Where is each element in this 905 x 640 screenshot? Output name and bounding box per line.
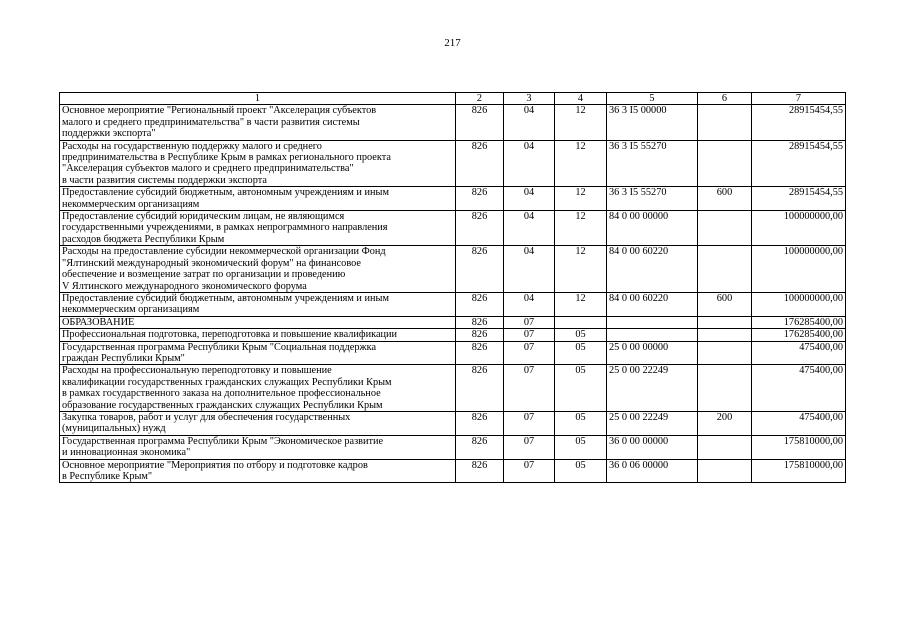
target-article-code: 36 3 I5 55270	[607, 187, 698, 211]
ministry-code: 826	[456, 246, 504, 293]
amount: 175810000,00	[752, 435, 846, 459]
subsection-code: 12	[555, 105, 607, 140]
row-description: Государственная программа Республики Крым "Социальная поддержка граждан Республики Крым"	[60, 341, 456, 365]
ministry-code: 826	[456, 140, 504, 187]
table-row	[60, 435, 846, 459]
table-row	[60, 329, 846, 341]
amount: 475400,00	[752, 411, 846, 435]
section-code: 04	[504, 140, 555, 187]
section-code: 07	[504, 341, 555, 365]
target-article-code: 84 0 00 60220	[607, 246, 698, 293]
subsection-code: 12	[555, 292, 607, 316]
amount: 100000000,00	[752, 292, 846, 316]
ministry-code: 826	[456, 316, 504, 328]
expense-type-code	[698, 246, 752, 293]
target-article-code: 36 3 I5 55270	[607, 140, 698, 187]
ministry-code: 826	[456, 187, 504, 211]
table-row	[60, 246, 846, 293]
subsection-code: 05	[555, 341, 607, 365]
subsection-code: 05	[555, 329, 607, 341]
table-row	[60, 211, 846, 246]
target-article-code: 25 0 00 00000	[607, 341, 698, 365]
amount: 28915454,55	[752, 187, 846, 211]
subsection-code: 12	[555, 246, 607, 293]
section-code: 07	[504, 435, 555, 459]
column-header-3: 3	[504, 93, 555, 105]
expense-type-code	[698, 211, 752, 246]
row-description: Расходы на государственную поддержку малого и среднего предпринимательства в Республике Крым в рамках регионального проекта "Акселерация субъектов малого и среднего предпринимательства" в части развития системы поддержки экспорта	[60, 140, 456, 187]
row-description: Профессиональная подготовка, переподготовка и повышение квалификации	[60, 329, 456, 341]
ministry-code: 826	[456, 211, 504, 246]
table-row	[60, 341, 846, 365]
expense-type-code	[698, 459, 752, 483]
target-article-code: 25 0 00 22249	[607, 365, 698, 412]
expense-type-code	[698, 316, 752, 328]
row-description: Основное мероприятие "Региональный проект "Акселерация субъектов малого и среднего предпринимательства" в части развития системы поддержки экспорта"	[60, 105, 456, 140]
expense-type-code: 200	[698, 411, 752, 435]
ministry-code: 826	[456, 459, 504, 483]
table-row	[60, 292, 846, 316]
row-description: Предоставление субсидий бюджетным, автономным учреждениям и иным некоммерческим организациям	[60, 292, 456, 316]
page-number: 217	[444, 37, 461, 49]
table-row	[60, 411, 846, 435]
subsection-code: 05	[555, 365, 607, 412]
table-row	[60, 459, 846, 483]
expense-type-code	[698, 365, 752, 412]
section-code: 07	[504, 329, 555, 341]
ministry-code: 826	[456, 292, 504, 316]
table-row	[60, 316, 846, 328]
amount: 175810000,00	[752, 459, 846, 483]
section-code: 04	[504, 211, 555, 246]
table-row	[60, 365, 846, 412]
section-code: 04	[504, 246, 555, 293]
column-header-1: 1	[60, 93, 456, 105]
target-article-code: 84 0 00 00000	[607, 211, 698, 246]
target-article-code	[607, 329, 698, 341]
amount: 475400,00	[752, 365, 846, 412]
row-description: Расходы на профессиональную переподготовку и повышение квалификации государственных гражданских служащих Республики Крым в рамках государственного заказа на дополнительное профессиональное образование государственных гражданских служащих Республики Крым	[60, 365, 456, 412]
expense-type-code: 600	[698, 292, 752, 316]
section-code: 07	[504, 365, 555, 412]
subsection-code: 12	[555, 211, 607, 246]
row-description: ОБРАЗОВАНИЕ	[60, 316, 456, 328]
expense-type-code	[698, 341, 752, 365]
table-row	[60, 105, 846, 140]
expense-type-code: 600	[698, 187, 752, 211]
column-header-4: 4	[555, 93, 607, 105]
column-header-7: 7	[752, 93, 846, 105]
amount: 28915454,55	[752, 140, 846, 187]
target-article-code: 84 0 00 60220	[607, 292, 698, 316]
ministry-code: 826	[456, 105, 504, 140]
expense-type-code	[698, 140, 752, 187]
section-code: 04	[504, 187, 555, 211]
section-code: 04	[504, 292, 555, 316]
table-row	[60, 187, 846, 211]
amount: 176285400,00	[752, 316, 846, 328]
header-row	[60, 93, 846, 105]
subsection-code: 12	[555, 187, 607, 211]
subsection-code	[555, 316, 607, 328]
subsection-code: 05	[555, 411, 607, 435]
ministry-code: 826	[456, 411, 504, 435]
section-code: 07	[504, 459, 555, 483]
target-article-code	[607, 316, 698, 328]
row-description: Предоставление субсидий юридическим лицам, не являющимся государственными учреждениями, в рамках непрограммного направления расходов бюджета Республики Крым	[60, 211, 456, 246]
expense-type-code	[698, 105, 752, 140]
amount: 475400,00	[752, 341, 846, 365]
section-code: 04	[504, 105, 555, 140]
column-header-5: 5	[607, 93, 698, 105]
amount: 176285400,00	[752, 329, 846, 341]
column-header-2: 2	[456, 93, 504, 105]
row-description: Предоставление субсидий бюджетным, автономным учреждениям и иным некоммерческим организациям	[60, 187, 456, 211]
row-description: Государственная программа Республики Крым "Экономическое развитие и инновационная экономика"	[60, 435, 456, 459]
ministry-code: 826	[456, 365, 504, 412]
amount: 100000000,00	[752, 211, 846, 246]
section-code: 07	[504, 316, 555, 328]
subsection-code: 05	[555, 459, 607, 483]
expense-type-code	[698, 435, 752, 459]
budget-table	[59, 92, 846, 483]
row-description: Основное мероприятие "Мероприятия по отбору и подготовке кадров в Республике Крым"	[60, 459, 456, 483]
column-header-6: 6	[698, 93, 752, 105]
amount: 100000000,00	[752, 246, 846, 293]
row-description: Закупка товаров, работ и услуг для обеспечения государственных (муниципальных) нужд	[60, 411, 456, 435]
expense-type-code	[698, 329, 752, 341]
table-row	[60, 140, 846, 187]
target-article-code: 36 0 06 00000	[607, 459, 698, 483]
ministry-code: 826	[456, 329, 504, 341]
target-article-code: 36 3 I5 00000	[607, 105, 698, 140]
target-article-code: 36 0 00 00000	[607, 435, 698, 459]
ministry-code: 826	[456, 341, 504, 365]
subsection-code: 12	[555, 140, 607, 187]
target-article-code: 25 0 00 22249	[607, 411, 698, 435]
section-code: 07	[504, 411, 555, 435]
amount: 28915454,55	[752, 105, 846, 140]
row-description: Расходы на предоставление субсидии некоммерческой организации Фонд "Ялтинский международный экономический форум" на финансовое обеспечение и возмещение затрат по организации и проведению V Ялтинского международного экономического форума	[60, 246, 456, 293]
subsection-code: 05	[555, 435, 607, 459]
ministry-code: 826	[456, 435, 504, 459]
